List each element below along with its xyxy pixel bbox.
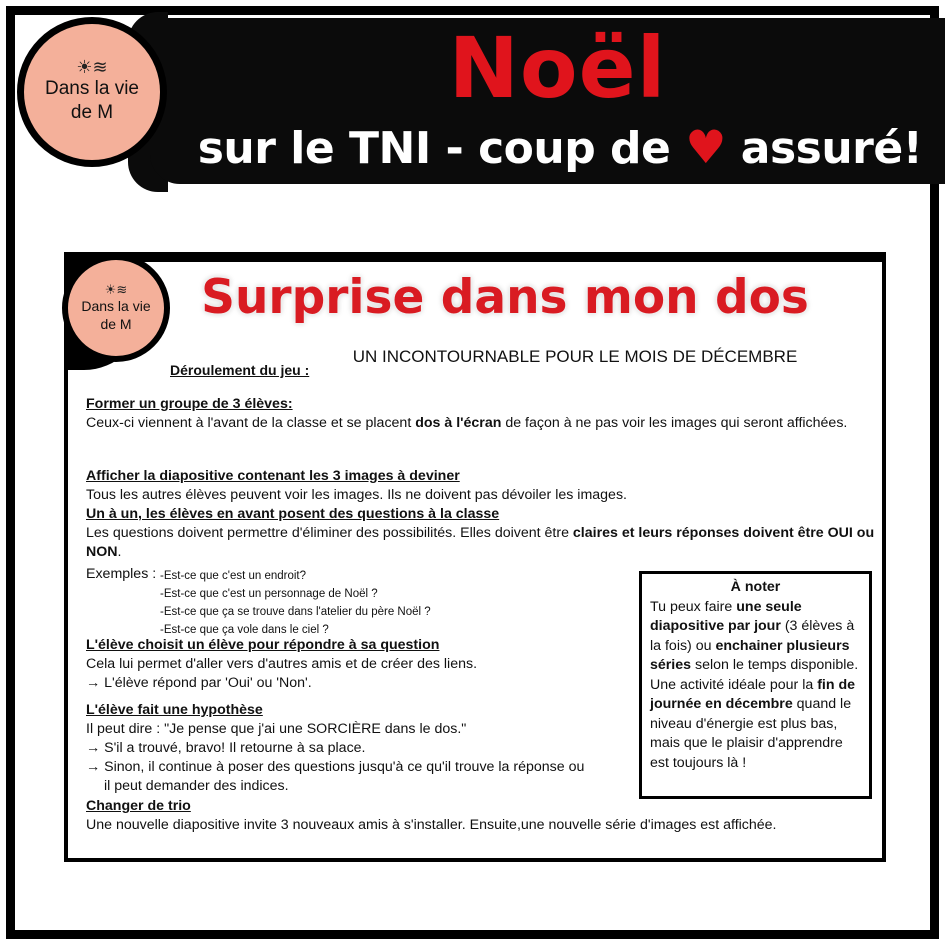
section-text xyxy=(86,524,876,562)
section-heading: L'élève choisit un élève pour répondre à sa question xyxy=(86,637,440,653)
section-heading: Un à un, les élèves en avant posent des questions à la classe xyxy=(86,506,500,522)
section-heading: Former un groupe de 3 élèves: xyxy=(86,396,293,412)
section-hypothesis xyxy=(86,701,636,796)
section-change-trio xyxy=(86,797,876,835)
section-form-group xyxy=(86,395,876,433)
card-logo-line2: de M xyxy=(100,315,132,332)
section-text: Il peut dire : "Je pense que j'ai une SORCIÈRE dans le dos." xyxy=(86,721,467,737)
section-text: → Sinon, il continue à poser des questions jusqu'à ce qu'il trouve la réponse ou xyxy=(86,759,585,775)
example-item: -Est-ce que ça vole dans le ciel ? xyxy=(160,624,329,636)
section-heading: L'élève fait une hypothèse xyxy=(86,702,263,718)
example-item: -Est-ce que ça se trouve dans l'atelier du père Noël ? xyxy=(160,606,431,618)
text-bold: dos à l'écran xyxy=(415,415,502,431)
text-run: Tu peux faire xyxy=(650,598,737,615)
section-text xyxy=(86,414,876,433)
note-paragraph xyxy=(650,676,861,774)
text-run: Les questions doivent permettre d'éliminer des possibilités. Elles doivent être xyxy=(86,525,573,541)
subtitle-part1: sur le TNI - coup de xyxy=(197,123,671,174)
text-run: . xyxy=(117,544,122,560)
card-subtitle: UN INCONTOURNABLE POUR LE MOIS DE DÉCEMBRE xyxy=(352,347,798,366)
sun-field-icon: ☀︎≋ xyxy=(76,57,108,78)
text-run: de façon à ne pas voir les images qui seront affichées. xyxy=(501,415,848,431)
text-bold: enchainer plusieurs séries xyxy=(650,637,850,673)
text-bold: une seule diapositive par jour xyxy=(650,598,802,634)
section-text: Tous les autres élèves peuvent voir les images. Ils ne doivent pas dévoiler les images. xyxy=(86,487,627,503)
brand-logo xyxy=(17,17,167,167)
section-heading: Changer de trio xyxy=(86,798,191,814)
section-text: Une nouvelle diapositive invite 3 nouveaux amis à s'installer. Ensuite,une nouvelle série d'images est affichée. xyxy=(86,817,777,833)
text-run: (3 élèves à la fois) ou xyxy=(650,618,855,654)
section-display-slide xyxy=(86,467,876,562)
heart-icon: ♥ xyxy=(685,120,726,174)
section-choose-student xyxy=(86,636,636,693)
subtitle-part2: assuré! xyxy=(740,123,923,174)
sun-field-icon: ☀︎≋ xyxy=(104,282,128,298)
card-logo-line1: Dans la vie xyxy=(81,297,151,314)
logo-line1: Dans la vie xyxy=(45,78,139,99)
example-item: -Est-ce que c'est un personnage de Noël ? xyxy=(160,588,378,600)
text-bold: fin de journée en décembre xyxy=(650,676,856,712)
text-run: quand le niveau d'énergie est plus bas, mais que le plaisir d'apprendre est toujours là ! xyxy=(650,696,852,771)
text-bold: claires et leurs réponses doivent être OUI ou NON xyxy=(86,525,875,560)
example-item: -Est-ce que c'est un endroit? xyxy=(160,570,307,582)
examples-label: Exemples : xyxy=(86,566,157,582)
text-run: selon le temps disponible. xyxy=(691,657,859,673)
page-subtitle xyxy=(180,120,940,176)
logo-line2: de M xyxy=(70,102,114,123)
page-title: Noël xyxy=(448,19,667,117)
note-paragraph xyxy=(650,598,861,676)
section-text: Cela lui permet d'aller vers d'autres amis et de créer des liens. xyxy=(86,656,478,672)
section-text: il peut demander des indices. xyxy=(104,778,289,794)
card-top-bar xyxy=(112,252,886,262)
note-box xyxy=(639,571,872,799)
note-title: À noter xyxy=(730,579,781,595)
section-heading: Afficher la diapositive contenant les 3 images à deviner xyxy=(86,468,460,484)
card-logo xyxy=(62,254,170,362)
card-title: Surprise dans mon dos xyxy=(201,270,809,325)
section-text: → L'élève répond par 'Oui' ou 'Non'. xyxy=(86,675,312,691)
text-run: Ceux-ci viennent à l'avant de la classe et se placent xyxy=(86,415,416,431)
section-text: → S'il a trouvé, bravo! Il retourne à sa place. xyxy=(86,740,366,756)
deroulement-heading: Déroulement du jeu : xyxy=(170,362,310,378)
text-run: Une activité idéale pour la xyxy=(650,676,818,693)
